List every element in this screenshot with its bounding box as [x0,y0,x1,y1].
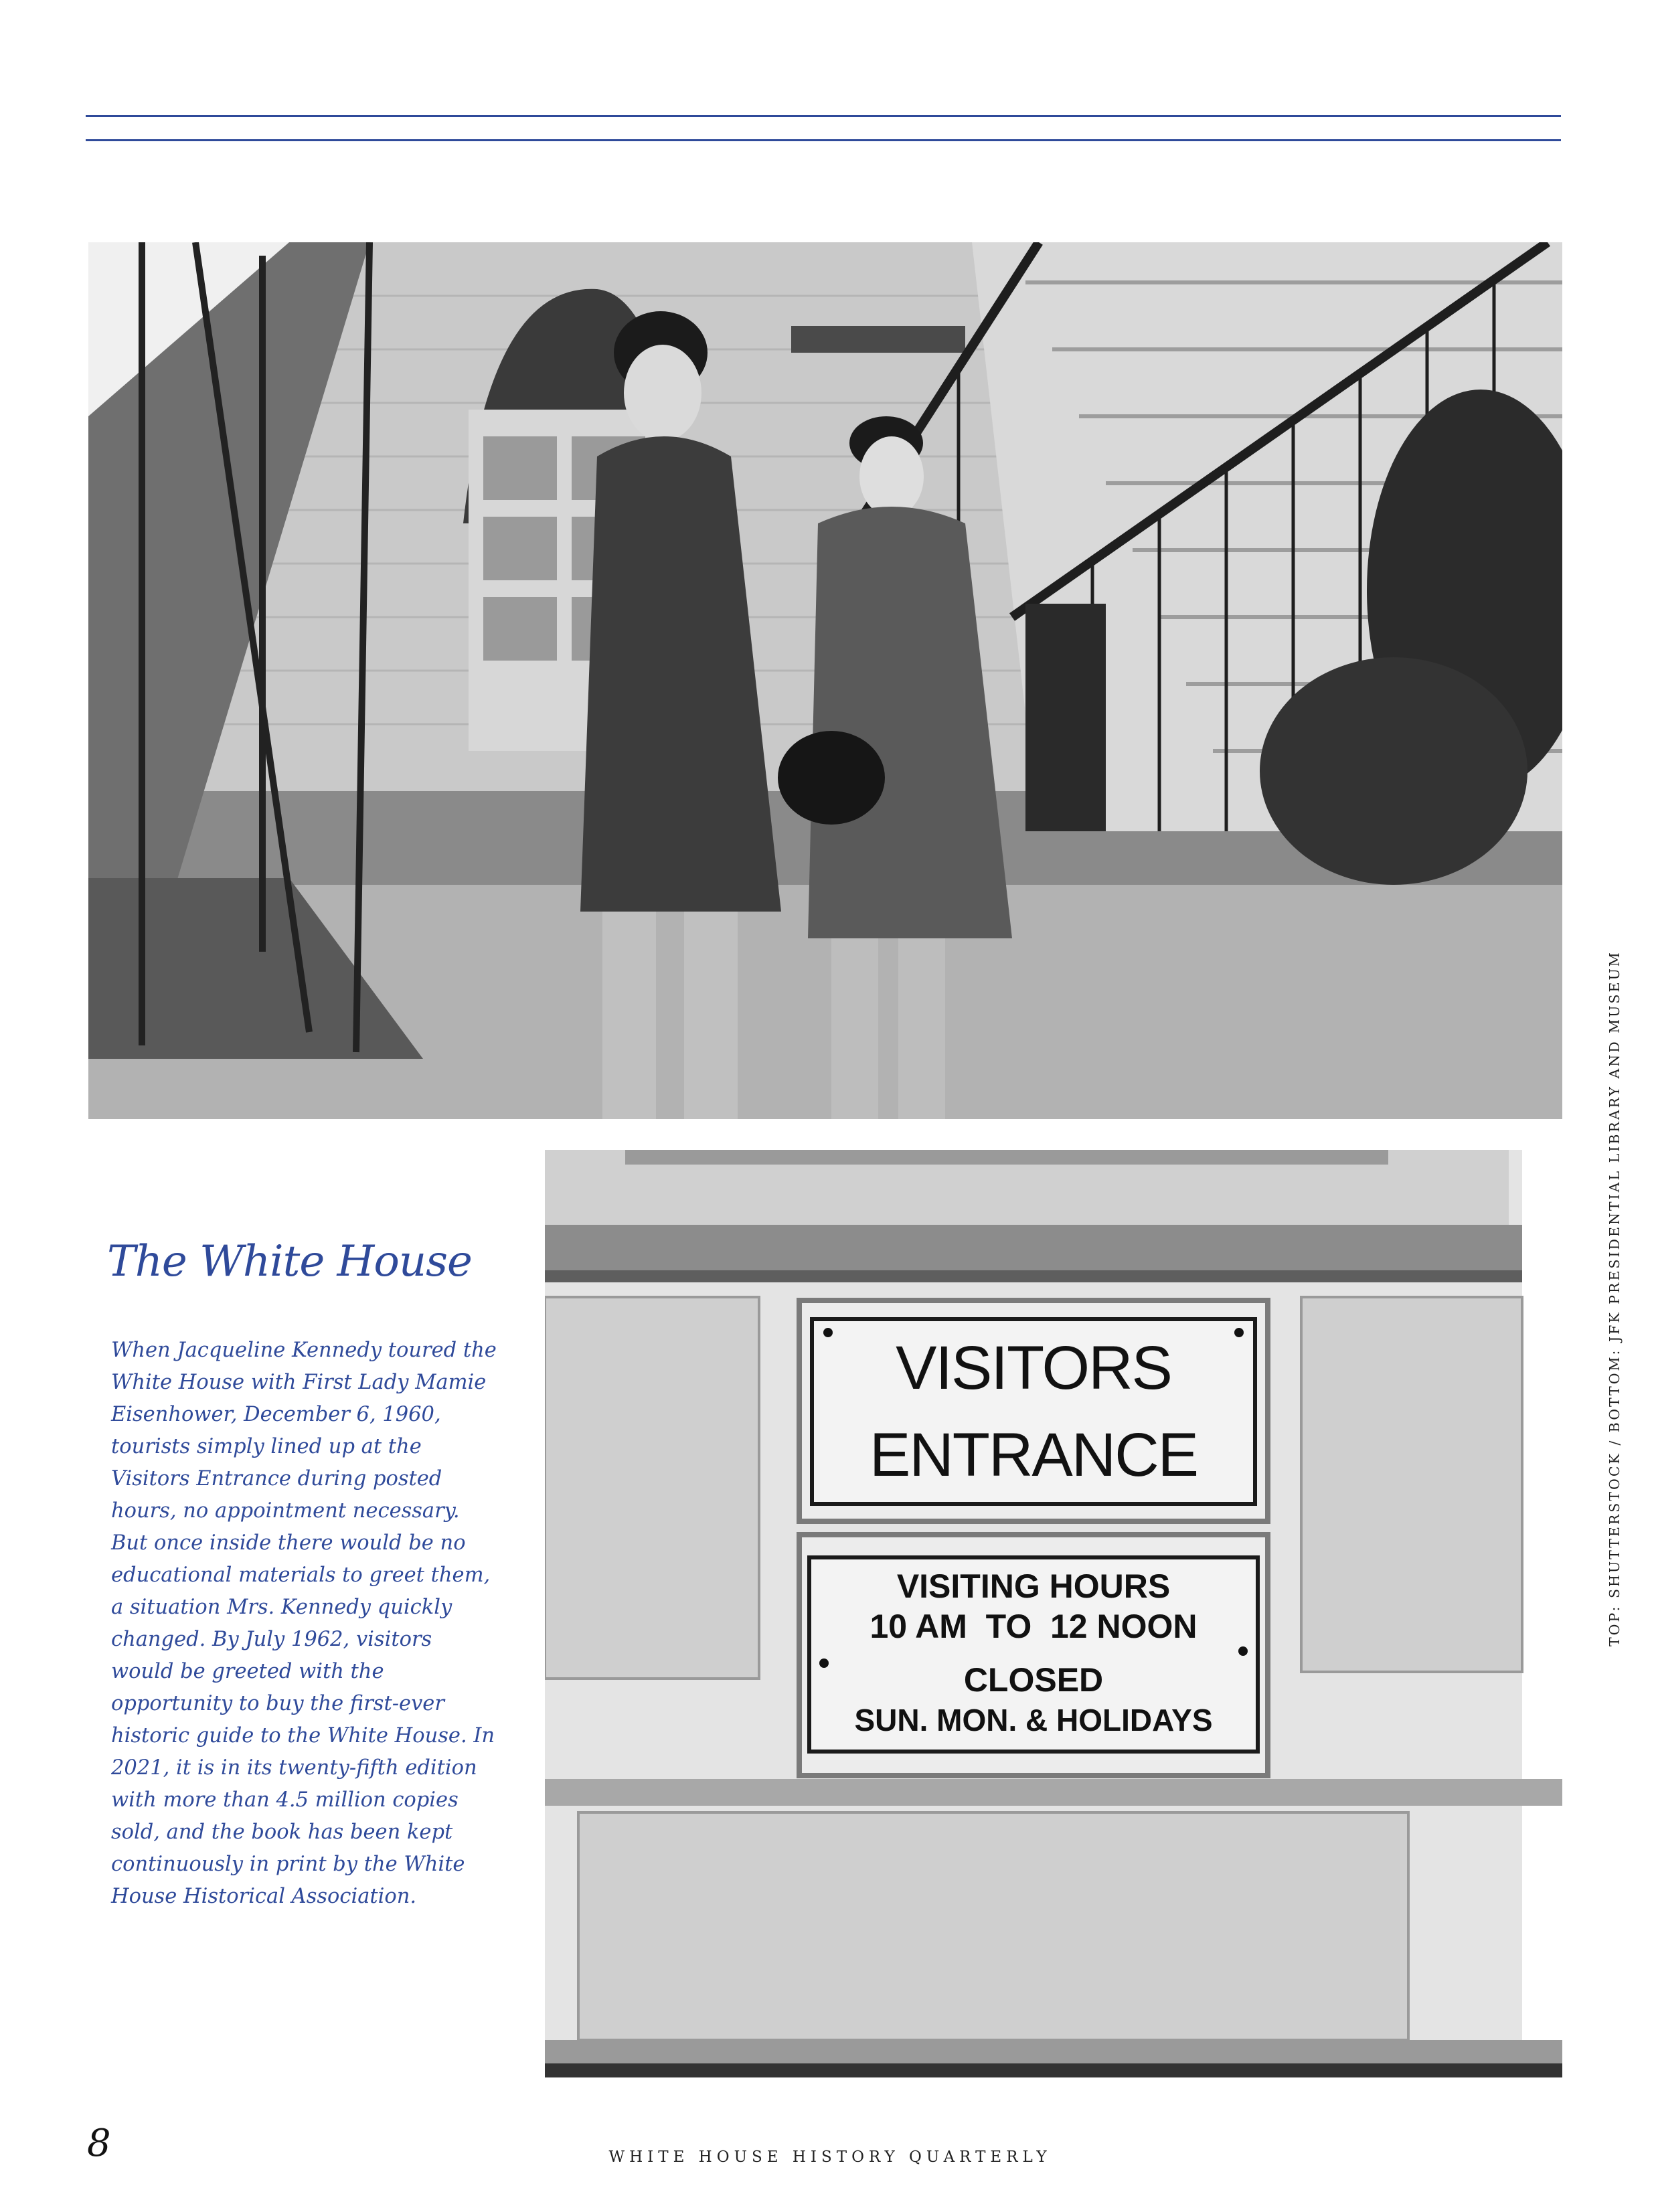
second-rule [86,139,1561,141]
section-title: The White House [107,1237,472,1286]
sign-closed-days: SUN. MON. & HOLIDAYS [854,1703,1213,1737]
sign-bolt-icon [1234,1328,1244,1337]
running-title: WHITE HOUSE HISTORY QUARTERLY [608,2148,1052,2166]
top-photo-illustration [88,242,1562,1119]
section-body: When Jacqueline Kennedy toured the White House with First Lady Mamie Eisenhower, December 6, 1960, tourists simply lined up at the Visitors Entrance during posted hours, no appointment necessary. But once inside there would be no educational materials to greet them, a situation Mrs. Kennedy quickly changed. By July 1962, visitors would be greeted with the opportunity to buy the first-ever historic guide to the White House. In 2021, it is in its twenty-fifth edition with more than 4.5 million copies sold, and the book has been kept continuously in print by the White House Historical Association. [111,1339,497,1908]
sign-bolt-icon [823,1328,833,1337]
page-number: 8 [87,2122,111,2165]
top-rule [86,115,1561,117]
lower-sign [807,1555,1260,1754]
sign-visitors: VISITORS [896,1334,1171,1402]
top-photo [88,242,1562,1119]
sign-closed: CLOSED [963,1661,1104,1699]
sign-bolt-icon [1238,1646,1248,1656]
upper-sign [810,1317,1257,1506]
sign-hours: 10 AM TO 12 NOON [870,1608,1197,1645]
sign-visiting-hours: VISITING HOURS [896,1567,1171,1605]
sign-bolt-icon [819,1658,829,1668]
sign-entrance: ENTRANCE [869,1421,1198,1489]
photo-credit-text: TOP: SHUTTERSTOCK / BOTTOM: JFK PRESIDENTIAL LIBRARY AND MUSEUM [1606,950,1623,1646]
bottom-photo [545,1150,1562,2077]
